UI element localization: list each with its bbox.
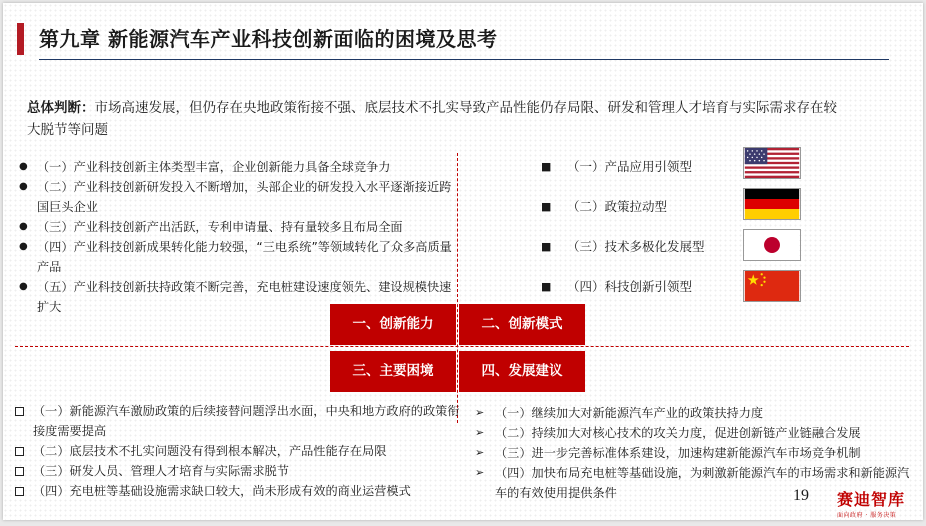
logo-slogan: 面向政府 · 服务决策 (837, 512, 897, 519)
list-item: ■ （二）政策拉动型 (541, 193, 841, 233)
list-item: （一）新能源汽车激励政策的后续接替问题浮出水面，中央和地方政府的政策衔接度需要提高 (13, 401, 463, 441)
title-accent-bar (17, 23, 24, 55)
china-flag-icon (743, 270, 801, 302)
list-item: ➢ （一）继续加大对新能源汽车产业的政策扶持力度 (475, 403, 915, 423)
difficulties-list (13, 401, 463, 501)
ccid-logo (837, 487, 921, 519)
list-item: （二）底层技术不扎实问题没有得到根本解决，产品性能存在局限 (13, 441, 463, 461)
list-item: ➢ （二）持续加大对核心技术的攻关力度，促进创新链产业链融合发展 (475, 423, 915, 443)
list-item: ■ （三）技术多极化发展型 (541, 233, 841, 273)
list-item: （三）研发人员、管理人才培育与实际需求脱节 (13, 461, 463, 481)
japan-flag-icon (743, 229, 801, 261)
innovation-ability-list (17, 157, 457, 317)
list-item: ➢ （四）加快布局充电桩等基础设施，为刺激新能源汽车的市场需求和新能源汽车的有效使用提供条件 (475, 463, 915, 503)
summary-label: 总体判断： (27, 100, 95, 116)
slide-title: 第九章 新能源汽车产业科技创新面临的困境及思考 (39, 27, 498, 51)
list-item: ➢ （三）进一步完善标准体系建设，加速构建新能源汽车市场竞争机制 (475, 443, 915, 463)
main-difficulties-box: 三、主要困境 (330, 351, 456, 392)
list-item: ■ （四）科技创新引领型 (541, 273, 841, 313)
list-item: ● （三）产业科技创新产出活跃，专利申请量、持有量较多且布局全面 (17, 217, 457, 237)
summary (27, 97, 847, 141)
list-item: ● （一）产业科技创新主体类型丰富，企业创新能力具备全球竞争力 (17, 157, 457, 177)
slide (3, 3, 923, 520)
list-item: ● （二）产业科技创新研发投入不断增加，头部企业的研发投入水平逐渐接近跨国巨头企业 (17, 177, 457, 217)
page-number: 19 (793, 487, 809, 504)
development-suggestions-box: 四、发展建议 (459, 351, 585, 392)
summary-text: 市场高速发展，但仍存在央地政策衔接不强、底层技术不扎实导致产品性能仍存局限、研发和管理人才培育与实际需求存在较大脱节等问题 (27, 100, 837, 138)
list-item: （四）充电桩等基础设施需求缺口较大，尚未形成有效的商业运营模式 (13, 481, 463, 501)
list-item: ■ （一）产品应用引领型 (541, 153, 841, 193)
vertical-divider (457, 153, 458, 423)
logo-name: 赛迪智库 (837, 490, 906, 509)
innovation-model-box: 二、创新模式 (459, 304, 585, 345)
horizontal-divider (15, 346, 909, 347)
usa-flag-icon (743, 147, 801, 179)
innovation-ability-box: 一、创新能力 (330, 304, 456, 345)
list-item: ● （五）产业科技创新扶持政策不断完善，充电桩建设速度领先、建设规模快速扩大 (17, 277, 457, 317)
title-divider (39, 59, 889, 60)
list-item: ● （四）产业科技创新成果转化能力较强，“三电系统”等领域转化了众多高质量产品 (17, 237, 457, 277)
germany-flag-icon (743, 188, 801, 220)
